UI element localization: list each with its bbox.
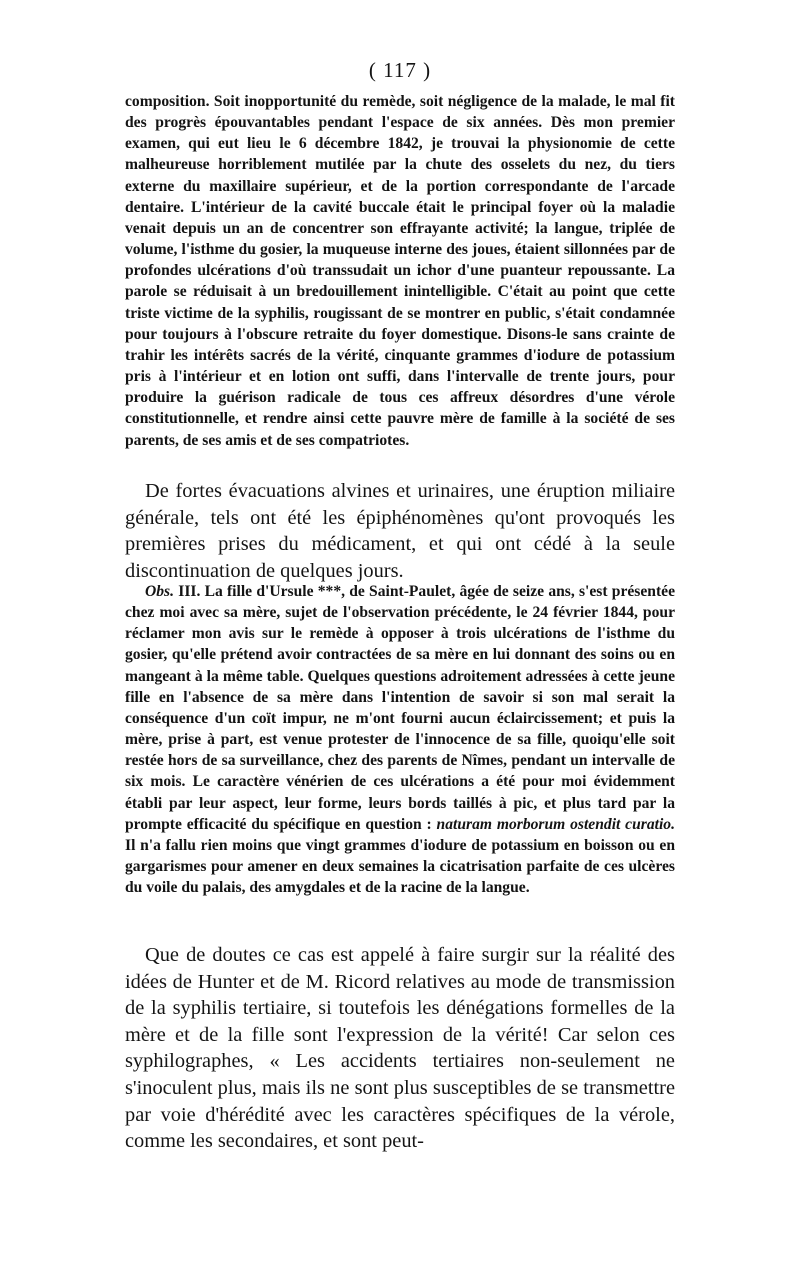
observation-text-part2: Il n'a fallu rien moins que vingt grammes d'iodure de potassium en boisson ou en gargarismes pour amener en deux semaines la cicatrisation parfaite de ces ulcères du voile du palais, des amygdales et de la racine de la langue. (125, 836, 675, 897)
paragraph-case-history: composition. Soit inopportunité du remède, soit négligence de la malade, le mal fit des progrès épouvantables pendant l'espace de six années. Dès mon premier examen, qui eut lieu le 6 décembre 1842, je trouvai la physionomie de cette malheureuse horriblement mutilée par la chute des osselets du nez, du tiers externe du maxillaire supérieur, et de la portion correspondante de l'arcade dentaire. L'intérieur de la cavité buccale était le principal foyer où la maladie venait depuis un an de concentrer son effrayante activité; la langue, triplée de volume, l'isthme du gosier, la muqueuse interne des joues, étaient sillonnées par de profondes ulcérations d'où transsudait un ichor d'une puanteur repoussante. La parole se réduisait à un bredouillement inintelligible. C'était au point que cette triste victime de la syphilis, rougissant de se montrer en public, s'était condamnée pour toujours à l'obscure retraite du foyer domestique. Disons-le sans crainte de trahir les intérêts sacrés de la vérité, cinquante grammes d'iodure de potassium pris à l'intérieur et en lotion ont suffi, dans l'intervalle de trente jours, pour produire la guérison radicale de tous ces affreux désordres d'une vérole constitutionnelle, et rendre ainsi cette pauvre mère de famille à la société de ses parents, de ses amis et de ses compatriotes. (125, 93, 675, 449)
paragraph-hunter-ricord: Que de doutes ce cas est appelé à faire surgir sur la réalité des idées de Hunter et de M. Ricord relatives au mode de transmission de la syphilis tertiaire, si toutefois les dénégations formelles de la mère et de la fille sont l'expression de la vérité! Car selon ces syphilographes, « Les accidents tertiaires non-seulement ne s'inoculent plus, mais ils ne sont plus susceptibles de se transmettre par voie d'hérédité avec les caractères spécifiques de la vérole, comme les secondaires, et sont peut- (125, 944, 675, 1153)
paragraph-observation-three (125, 581, 675, 898)
page-number: ( 117 ) (368, 58, 432, 82)
observation-text-part1: III. La fille d'Ursule ***, de Saint-Paulet, âgée de seize ans, s'est présentée chez moi avec sa mère, sujet de l'observation précédente, le 24 février 1844, pour réclamer mon avis sur le remède à opposer à trois ulcérations de l'isthme du gosier, qu'elle prétend avoir contractées de sa mère en lui donnant des soins ou en mangeant à la même table. Quelques questions adroitement adressées à cette jeune fille en l'absence de sa mère dans l'intention de savoir si son mal serait la conséquence d'un coït impur, ne m'ont fourni aucun éclaircissement; et puis la mère, prise à part, est venue protester de l'innocence de sa fille, quoiqu'elle soit restée hors de sa surveillance, chez des parents de Nîmes, pendant un intervalle de six mois. Le caractère vénérien de ces ulcérations a été pour moi évidemment établi par leur aspect, leur forme, leurs bords taillés à pic, et plus tard par la prompte efficacité du spécifique en question : (125, 583, 675, 833)
paragraph-side-effects: De fortes évacuations alvines et urinaires, une éruption miliaire générale, tels ont été les épiphénomènes qu'ont provoqués les premières prises du médicament, et qui ont cédé à la seule discontinuation de quelques jours. (125, 480, 675, 582)
observation-label: Obs. (145, 583, 175, 600)
latin-quote: naturam morborum ostendit curatio. (436, 815, 675, 833)
